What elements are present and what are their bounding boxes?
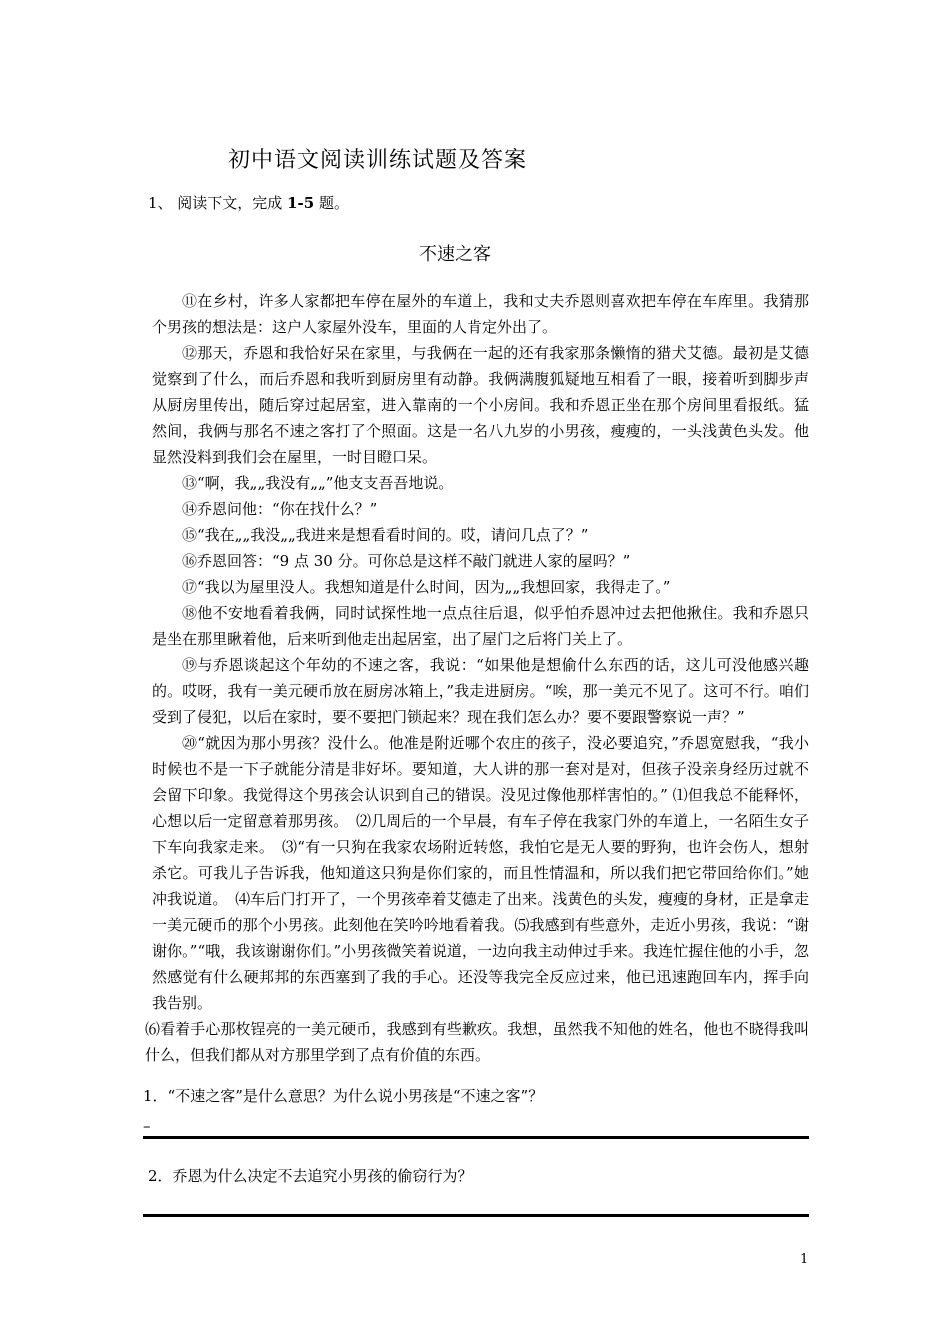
paragraph: ⑯乔恩回答：“9 点 30 分。可你总是这样不敲门就进人家的屋吗？”: [182, 552, 631, 570]
paragraph: ⑫那天，乔恩和我恰好呆在家里，与我俩在一起的还有我家那条懒惰的猎犬艾德。最初是艾德觉察到了什么，而后乔恩和我听到厨房里有动静。我俩满腹狐疑地互相看了一眼，接着听到脚步声从厨房里传出，随后穿过起居室，进入靠南的一个小房间。我和乔恩正坐在那个房间里看报纸。猛然间，我俩与那名不速之客打了个照面。这是一名八九岁的小男孩，瘦瘦的，一头浅黄色头发。他显然没料到我们会在屋里，一时目瞪口呆。: [152, 344, 809, 466]
question-2: 2．乔恩为什么决定不去追究小男孩的偷窃行为？: [148, 1167, 473, 1185]
paragraph: ⑪在乡村，许多人家都把车停在屋外的车道上，我和丈夫乔恩则喜欢把车停在车库里。我猜那个男孩的想法是：这户人家屋外没车，里面的人肯定外出了。: [152, 292, 809, 336]
instruction-range: 1-5: [287, 194, 315, 212]
paragraph: ⑭乔恩问他：“你在找什么？”: [182, 500, 378, 518]
instruction-suffix: 题。: [314, 194, 349, 212]
paragraph: ⑳“就因为那小男孩？没什么。他准是附近哪个农庄的孩子，没必要追究，”乔恩宽慰我，“我小时候也不是一下子就能分清是非好坏。要知道，大人讲的那一套对是对，但孩子没亲身经历过就不会留下印象。我觉得这个男孩会认识到自己的错误。没见过像他那样害怕的。” ⑴但我总不能释怀，心想以后一定留意着那男孩。 ⑵几周后的一个早晨，有车子停在我家门外的车道上，一名陌生女子下车向我家走来。 ⑶“有一只狗在我家农场附近转悠，我怕它是无人要的野狗，也许会伤人，想射杀它。可我儿子告诉我，他知道这只狗是你们家的，而且性情温和，所以我们把它带回给你们。”她冲我说道。 ⑷车后门打开了，一个男孩牵着艾德走了出来。浅黄色的头发，瘦瘦的身材，正是拿走一美元硬币的那个小男孩。此刻他在笑吟吟地看着我。⑸我感到有些意外，走近小男孩，我说：“谢谢你。”“哦，我该谢谢你们。”小男孩微笑着说道，一边向我主动伸过手来。我连忙握住他的小手，忽然感觉有什么硬邦邦的东西塞到了我的手心。还没等我完全反应过来，他已迅速跑回车内，挥手向我告别。: [152, 734, 809, 1012]
passage-body: [145, 288, 809, 1068]
passage-title: 不速之客: [419, 244, 491, 265]
paragraph: ⑹看着手心那枚锃亮的一美元硬币，我感到有些歉疚。我想，虽然我不知他的姓名，他也不晓得我叫什么，但我们都从对方那里学到了点有价值的东西。: [145, 1020, 809, 1064]
instruction-line: [148, 192, 349, 213]
answer-line-1[interactable]: [143, 1136, 809, 1139]
page-number: 1: [800, 1252, 809, 1267]
answer-mark: –: [143, 1117, 151, 1135]
question-1: 1．“不速之客”是什么意思？为什么说小男孩是“不速之客”？: [143, 1087, 544, 1105]
paragraph: ⑱他不安地看着我俩，同时试探性地一点点往后退，似乎怕乔恩冲过去把他揪住。我和乔恩只是坐在那里瞅着他，后来听到他走出起居室，出了屋门之后将门关上了。: [152, 604, 809, 648]
paragraph: ⑲与乔恩谈起这个年幼的不速之客，我说：“如果他是想偷什么东西的话，这儿可没他感兴趣的。哎呀，我有一美元硬币放在厨房冰箱上，”我走进厨房。“唉，那一美元不见了。这可不行。咱们受到了侵犯，以后在家时，要不要把门锁起来？现在我们怎么办？要不要跟警察说一声？”: [152, 656, 809, 726]
answer-line-2[interactable]: [143, 1214, 809, 1217]
paragraph: ⑬“啊，我„„我没有„„”他支支吾吾地说。: [182, 474, 454, 492]
paragraph: ⑮“我在„„我没„„我进来是想看看时间的。哎，请问几点了？”: [182, 526, 589, 544]
paragraph: ⑰“我以为屋里没人。我想知道是什么时间，因为„„我想回家，我得走了。”: [182, 578, 671, 596]
instruction-prefix: 1、 阅读下文，完成: [148, 194, 288, 212]
document-title: 初中语文阅读训练试题及答案: [228, 148, 528, 173]
